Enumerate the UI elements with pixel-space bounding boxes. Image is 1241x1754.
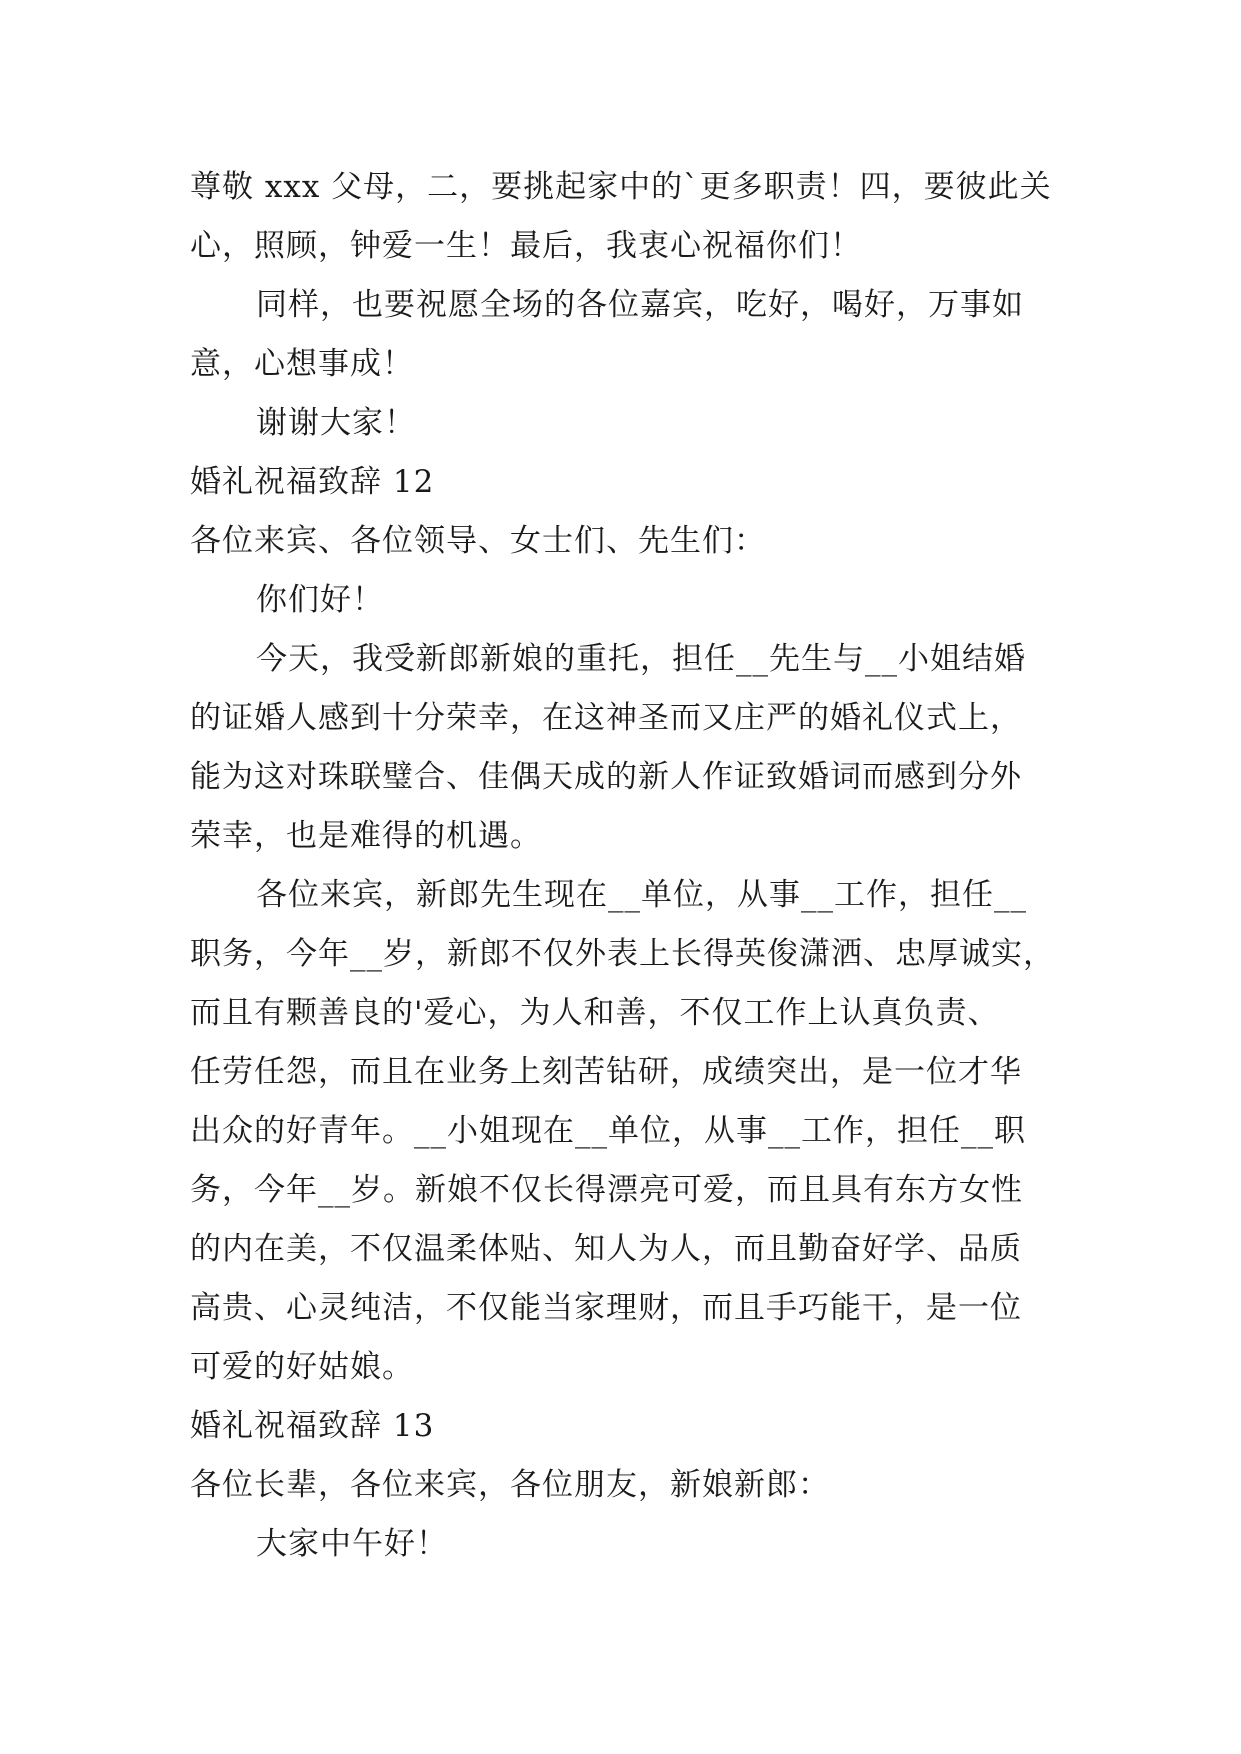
text-line: 而且有颗善良的'爱心，为人和善，不仅工作上认真负责、 [190,995,1000,1031]
salutation: 各位来宾、各位领导、女士们、先生们： [190,523,766,559]
text-line: 尊敬 xxx 父母，二，要挑起家中的`更多职责！四，要彼此关 [190,169,1052,205]
section-heading: 婚礼祝福致辞 13 [190,1408,435,1444]
text-line: 意，心想事成！ [190,346,414,382]
paragraph-start: 今天，我受新郎新娘的重托，担任__先生与__小姐结婚 [256,641,1026,677]
text-line: 任劳任怨，而且在业务上刻苦钻研，成绩突出，是一位才华 [190,1054,1022,1090]
text-line: 心，照顾，钟爱一生！最后，我衷心祝福你们！ [190,228,862,264]
document-page [190,158,1070,1574]
text-line: 的证婚人感到十分荣幸，在这神圣而又庄严的婚礼仪式上， [190,700,1022,736]
text-line: 可爱的好姑娘。 [190,1349,414,1385]
text-line: 的内在美，不仅温柔体贴、知人为人，而且勤奋好学、品质 [190,1231,1022,1267]
text-line: 务，今年__岁。新娘不仅长得漂亮可爱，而且具有东方女性 [190,1172,1023,1208]
paragraph-start: 大家中午好！ [256,1526,448,1562]
paragraph-start: 各位来宾，新郎先生现在__单位，从事__工作，担任__ [256,877,1027,913]
paragraph-start: 谢谢大家！ [256,405,416,441]
paragraph-start: 同样，也要祝愿全场的各位嘉宾，吃好，喝好，万事如 [256,287,1024,323]
text-line: 职务，今年__岁，新郎不仅外表上长得英俊潇洒、忠厚诚实， [190,936,1055,972]
text-line: 荣幸，也是难得的机遇。 [190,818,542,854]
section-heading: 婚礼祝福致辞 12 [190,464,435,500]
salutation: 各位长辈，各位来宾，各位朋友，新娘新郎： [190,1467,830,1503]
text-line: 出众的好青年。__小姐现在__单位，从事__工作，担任__职 [190,1113,1026,1149]
text-line: 能为这对珠联璧合、佳偶天成的新人作证致婚词而感到分外 [190,759,1022,795]
text-line: 高贵、心灵纯洁，不仅能当家理财，而且手巧能干，是一位 [190,1290,1022,1326]
paragraph-start: 你们好！ [256,582,384,618]
